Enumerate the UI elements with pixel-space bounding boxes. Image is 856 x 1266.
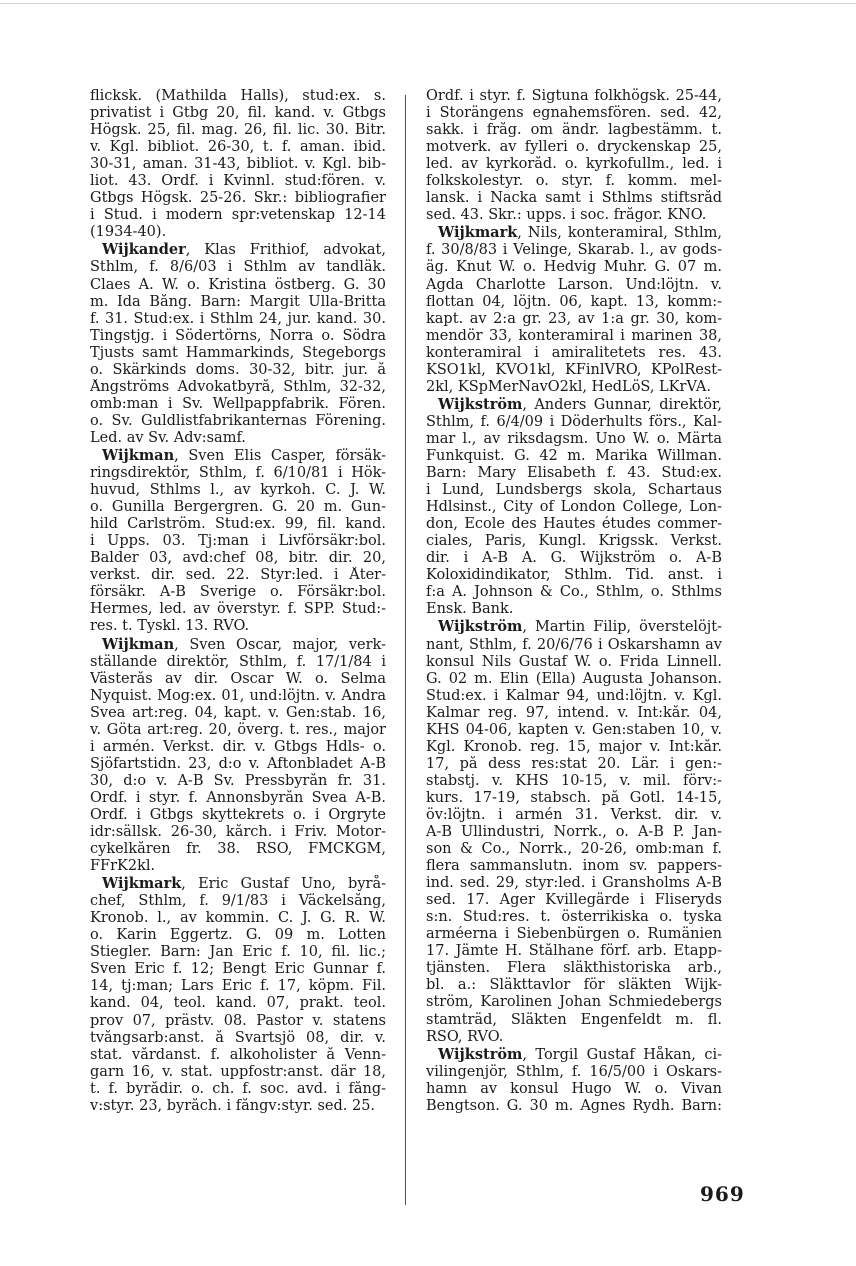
text-line: cykelkåren fr. 38. RSO, FMCKGM, bbox=[90, 841, 386, 858]
text-line: hamn av konsul Hugo W. o. Vivan bbox=[426, 1080, 722, 1097]
text-line: Wijkmark, Eric Gustaf Uno, byrå- bbox=[102, 875, 386, 893]
text-line: i Stud. i modern spr:vetenskap 12-14 bbox=[90, 207, 386, 224]
text-line: privatist i Gtbg 20, fil. kand. v. Gtbgs bbox=[90, 105, 386, 122]
text-line: ström, Karolinen Johan Schmiedebergs bbox=[426, 994, 722, 1011]
entry-surname: Wijkmark bbox=[102, 875, 182, 893]
text-line: 17, på dess res:stat 20. Lär. i gen:- bbox=[426, 755, 722, 772]
text-line: Sthlm, f. 8/6/03 i Sthlm av tandläk. bbox=[90, 259, 386, 276]
text-line: hild Carlström. Stud:ex. 99, fil. kand. bbox=[90, 516, 386, 533]
text-line: Wijkman, Sven Elis Casper, försäk- bbox=[102, 446, 386, 464]
text-line: KSO1kl, KVO1kl, KFinlVRO, KPolRest- bbox=[426, 361, 722, 378]
text-line: Ordf. i styr. f. Annonsbyrån Svea A-B. bbox=[90, 789, 386, 806]
text-line: o. Sv. Guldlistfabrikanternas Förening. bbox=[90, 412, 386, 429]
text-line: dir. i A-B A. G. Wijkström o. A-B bbox=[426, 550, 722, 567]
text-line: flottan 04, löjtn. 06, kapt. 13, komm:- bbox=[426, 293, 722, 310]
entry-surname: Wijkman bbox=[102, 635, 175, 653]
text-line: sed. 43. Skr.: upps. i soc. frågor. KNO. bbox=[426, 207, 707, 224]
text-line: Led. av Sv. Adv:samf. bbox=[90, 429, 246, 446]
text-line: liot. 43. Ordf. i Kvinnl. stud:fören. v. bbox=[90, 173, 386, 190]
text-line: Svea art:reg. 04, kapt. v. Gen:stab. 16, bbox=[90, 704, 386, 721]
text-line: försäkr. A-B Sverige o. Försäkr:bol. bbox=[90, 584, 386, 601]
text-line: res. t. Tyskl. 13. RVO. bbox=[90, 618, 250, 635]
text-line: Kalmar reg. 97, intend. v. Int:kår. 04, bbox=[426, 704, 722, 721]
text-line: Sven Eric f. 12; Bengt Eric Gunnar f. bbox=[90, 961, 386, 978]
text-line: ciales, Paris, Kungl. Krigssk. Verkst. bbox=[426, 533, 722, 550]
text-line: Wijkström, Anders Gunnar, direktör, bbox=[438, 395, 722, 413]
text-line: verkst. dir. sed. 22. Styr:led. i Åter- bbox=[90, 567, 386, 584]
text-line: tvångsarb:anst. å Svartsjö 08, dir. v. bbox=[90, 1029, 386, 1046]
text-line: konteramiral i amiralitetets res. 43. bbox=[426, 344, 722, 361]
text-line: 30, d:o v. A-B Sv. Pressbyrån fr. 31. bbox=[90, 772, 386, 789]
text-line: RSO, RVO. bbox=[426, 1028, 504, 1045]
text-line: f:a A. Johnson & Co., Sthlm, o. Sthlms bbox=[426, 584, 722, 601]
text-line: stat. vårdanst. f. alkoholister å Venn- bbox=[90, 1046, 386, 1063]
text-line: omb:man i Sv. Wellpappfabrik. Fören. bbox=[90, 395, 386, 412]
text-line: kapt. av 2:a gr. 23, av 1:a gr. 30, kom- bbox=[426, 310, 722, 327]
text-line: Ordf. i styr. f. Sigtuna folkhögsk. 25-44, bbox=[426, 88, 722, 104]
text-line: Högsk. 25, fil. mag. 26, fil. lic. 30. Bitr. bbox=[90, 122, 386, 139]
entry-surname: Wijkström bbox=[438, 1045, 523, 1063]
text-line: flera sammanslutn. inom sv. pappers- bbox=[426, 858, 722, 875]
left-text-column bbox=[90, 88, 386, 1115]
text-line: 2kl, KSpMerNavO2kl, HedLöS, LKrVA. bbox=[426, 378, 712, 395]
text-line: tjänsten. Flera släkthistoriska arb., bbox=[426, 960, 722, 977]
text-line: flicksk. (Mathilda Halls), stud:ex. s. bbox=[90, 88, 386, 104]
text-line: Wijkman, Sven Oscar, major, verk- bbox=[102, 635, 386, 653]
text-line: stamträd, Släkten Engenfeldt m. fl. bbox=[426, 1011, 722, 1028]
text-line: Tjusts samt Hammarkinds, Stegeborgs bbox=[90, 344, 386, 361]
entry-surname: Wijkman bbox=[102, 446, 175, 464]
text-line: Wijkström, Torgil Gustaf Håkan, ci- bbox=[438, 1045, 722, 1063]
text-line: bl. a.: Släkttavlor för släkten Wijk- bbox=[426, 977, 722, 994]
text-line: f. 30/8/83 i Velinge, Skarab. l., av gods- bbox=[426, 242, 722, 259]
text-line: don, Ecole des Hautes études commer- bbox=[426, 516, 722, 533]
text-line: prov 07, prästv. 08. Pastor v. statens bbox=[90, 1012, 386, 1029]
text-line: Claes A. W. o. Kristina östberg. G. 30 bbox=[90, 276, 386, 293]
text-line: son & Co., Norrk., 20-26, omb:man f. bbox=[426, 841, 722, 858]
text-line: Västerås av dir. Oscar W. o. Selma bbox=[90, 670, 386, 687]
text-line: 14, tj:man; Lars Eric f. 17, köpm. Fil. bbox=[90, 978, 386, 995]
text-line: nant, Sthlm, f. 20/6/76 i Oskarshamn av bbox=[426, 636, 722, 653]
entry-surname: Wijkmark bbox=[438, 224, 518, 242]
text-line: öv:löjtn. i armén 31. Verkst. dir. v. bbox=[426, 806, 722, 823]
text-line: Wijkmark, Nils, konteramiral, Sthlm, bbox=[438, 224, 722, 242]
text-line: Hdlsinst., City of London College, Lon- bbox=[426, 499, 722, 516]
text-line: vilingenjör, Sthlm, f. 16/5/00 i Oskars- bbox=[426, 1063, 722, 1080]
entry-surname: Wijkström bbox=[438, 395, 523, 413]
text-line: Sthlm, f. 6/4/09 i Döderhults förs., Kal- bbox=[426, 413, 722, 430]
text-line: sed. 17. Äger Kvillegärde i Fliseryds bbox=[426, 892, 722, 909]
text-line: 30-31, aman. 31-43, bibliot. v. Kgl. bib- bbox=[90, 156, 386, 173]
top-edge-rule bbox=[0, 3, 856, 4]
text-line: motverk. av fylleri o. dryckenskap 25, bbox=[426, 139, 722, 156]
text-line: G. 02 m. Elin (Ella) Augusta Johanson. bbox=[426, 670, 722, 687]
text-line: Ordf. i Gtbgs skyttekrets o. i Örgryte bbox=[90, 806, 386, 823]
text-line: o. Karin Eggertz. G. 09 m. Lotten bbox=[90, 927, 386, 944]
page-number: 969 bbox=[700, 1182, 745, 1206]
text-line: Stiegler. Barn: Jan Eric f. 10, fil. lic.; bbox=[90, 944, 386, 961]
text-line: idr:sällsk. 26-30, kårch. i Friv. Motor- bbox=[90, 824, 386, 841]
text-line: äg. Knut W. o. Hedvig Muhr. G. 07 m. bbox=[426, 259, 722, 276]
text-line: Tingstjg. i Södertörns, Norra o. Södra bbox=[90, 327, 386, 344]
text-line: t. f. byrådir. o. ch. f. soc. avd. i fång- bbox=[90, 1080, 386, 1097]
text-line: Balder 03, avd:chef 08, bitr. dir. 20, bbox=[90, 550, 386, 567]
text-line: o. Skärkinds doms. 30-32, bitr. jur. å bbox=[90, 361, 386, 378]
text-line: Koloxidindikator, Sthlm. Tid. anst. i bbox=[426, 567, 722, 584]
text-line: KHS 04-06, kapten v. Gen:staben 10, v. bbox=[426, 721, 722, 738]
text-line: Stud:ex. i Kalmar 94, und:löjtn. v. Kgl. bbox=[426, 687, 722, 704]
text-line: huvud, Sthlms l., av kyrkoh. C. J. W. bbox=[90, 482, 386, 499]
text-line: Gtbgs Högsk. 25-26. Skr.: bibliografier bbox=[90, 190, 386, 207]
text-line: Sjöfartstidn. 23, d:o v. Aftonbladet A-B bbox=[90, 755, 386, 772]
text-line: Bengtson. G. 30 m. Agnes Rydh. Barn: bbox=[426, 1097, 722, 1114]
text-line: garn 16, v. stat. uppfostr:anst. där 18, bbox=[90, 1063, 386, 1080]
text-line: Kronob. l., av kommin. C. J. G. R. W. bbox=[90, 910, 386, 927]
text-line: ställande direktör, Sthlm, f. 17/1/84 i bbox=[90, 653, 386, 670]
text-line: m. Ida Bång. Barn: Margit Ulla-Britta bbox=[90, 293, 386, 310]
text-line: sakk. i fråg. om ändr. lagbestämm. t. bbox=[426, 122, 722, 139]
text-line: Barn: Mary Elisabeth f. 43. Stud:ex. bbox=[426, 465, 722, 482]
text-line: 17. Jämte H. Stålhane förf. arb. Etapp- bbox=[426, 943, 722, 960]
text-line: v. Göta art:reg. 20, överg. t. res., major bbox=[90, 721, 386, 738]
text-line: i Storängens egnahemsfören. sed. 42, bbox=[426, 105, 722, 122]
text-line: Wijkander, Klas Frithiof, advokat, bbox=[102, 241, 386, 259]
text-line: Ångströms Advokatbyrå, Sthlm, 32-32, bbox=[90, 378, 386, 395]
right-text-column bbox=[426, 88, 722, 1115]
text-line: mar l., av riksdagsm. Uno W. o. Märta bbox=[426, 430, 722, 447]
text-line: kurs. 17-19, stabsch. på Gotl. 14-15, bbox=[426, 789, 722, 806]
text-line: arméerna i Siebenbürgen o. Rumänien bbox=[426, 926, 722, 943]
text-line: i armén. Verkst. dir. v. Gtbgs Hdls- o. bbox=[90, 738, 386, 755]
column-divider bbox=[405, 95, 406, 1205]
text-line: (1934-40). bbox=[90, 224, 167, 241]
text-line: Agda Charlotte Larson. Und:löjtn. v. bbox=[426, 276, 722, 293]
text-line: Wijkström, Martin Filip, överstelöjt- bbox=[438, 618, 722, 636]
text-line: chef, Sthlm, f. 9/1/83 i Väckelsång, bbox=[90, 893, 386, 910]
text-line: A-B Ullindustri, Norrk., o. A-B P. Jan- bbox=[426, 824, 722, 841]
text-line: Nyquist. Mog:ex. 01, und:löjtn. v. Andra bbox=[90, 687, 386, 704]
text-line: v:styr. 23, byråch. i fångv:styr. sed. 25. bbox=[90, 1097, 376, 1114]
text-line: Ensk. Bank. bbox=[426, 601, 514, 618]
entry-surname: Wijkström bbox=[438, 618, 523, 636]
text-line: ringsdirektör, Sthlm, f. 6/10/81 i Hök- bbox=[90, 465, 386, 482]
text-line: Hermes, led. av överstyr. f. SPP. Stud:- bbox=[90, 601, 386, 618]
text-line: i Lund, Lundsbergs skola, Schartaus bbox=[426, 482, 722, 499]
text-line: FFrK2kl. bbox=[90, 858, 156, 875]
text-line: f. 31. Stud:ex. i Sthlm 24, jur. kand. 30. bbox=[90, 310, 386, 327]
entry-surname: Wijkander bbox=[102, 241, 186, 259]
text-line: v. Kgl. bibliot. 26-30, t. f. aman. ibid. bbox=[90, 139, 386, 156]
text-line: mendör 33, konteramiral i marinen 38, bbox=[426, 327, 722, 344]
text-line: Kgl. Kronob. reg. 15, major v. Int:kår. bbox=[426, 738, 722, 755]
text-line: kand. 04, teol. kand. 07, prakt. teol. bbox=[90, 995, 386, 1012]
text-line: o. Gunilla Bergergren. G. 20 m. Gun- bbox=[90, 499, 386, 516]
text-line: ind. sed. 29, styr:led. i Gransholms A-B bbox=[426, 875, 722, 892]
text-line: lansk. i Nacka samt i Sthlms stiftsråd bbox=[426, 190, 722, 207]
text-line: i Upps. 03. Tj:man i Livförsäkr:bol. bbox=[90, 533, 386, 550]
text-line: led. av kyrkoråd. o. kyrkofullm., led. i bbox=[426, 156, 722, 173]
text-line: konsul Nils Gustaf W. o. Frida Linnell. bbox=[426, 653, 722, 670]
text-line: stabstj. v. KHS 10-15, v. mil. förv:- bbox=[426, 772, 722, 789]
text-line: s:n. Stud:res. t. österrikiska o. tyska bbox=[426, 909, 722, 926]
text-line: folkskolestyr. o. styr. f. komm. mel- bbox=[426, 173, 722, 190]
text-line: Funkquist. G. 42 m. Marika Willman. bbox=[426, 447, 722, 464]
